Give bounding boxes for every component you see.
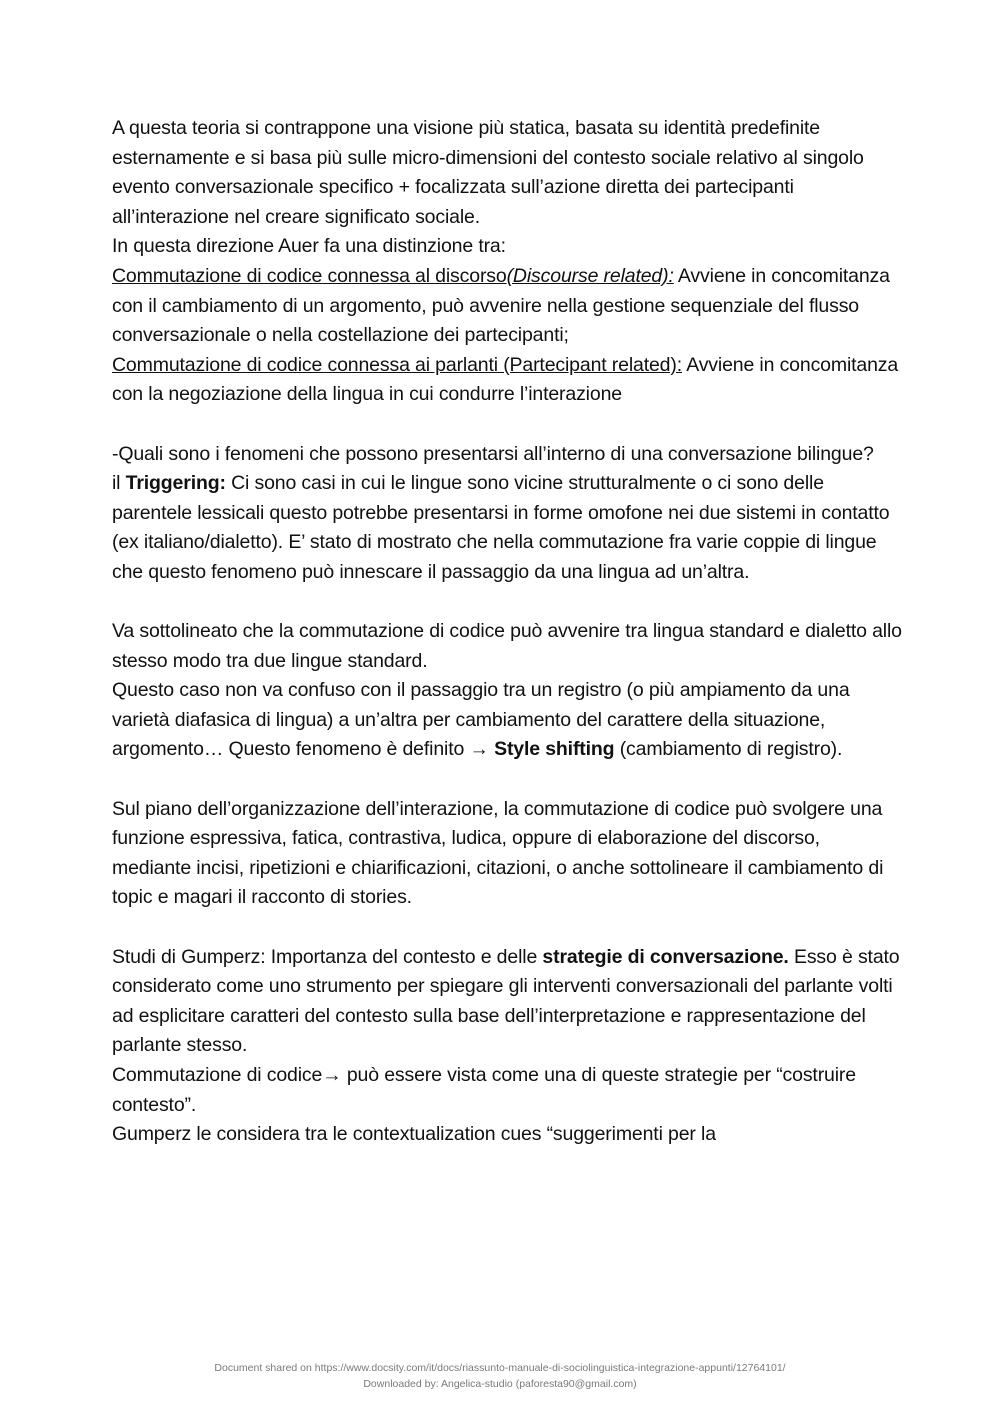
footer-downloaded-by: Downloaded by: Angelica-studio (paforesta90@gmail.com) — [363, 1378, 637, 1390]
blank-line — [112, 588, 902, 618]
discourse-related-label: Commutazione di codice connessa al discorso — [112, 264, 507, 287]
participant-related-label: Commutazione di codice connessa ai parlanti (Partecipant related): — [112, 353, 682, 376]
participant-related-text: Avviene in concomitanza con la negoziazione della lingua in cui condurre l’interazione — [112, 353, 899, 406]
document-body — [112, 114, 902, 1150]
arrow-icon: → — [469, 738, 489, 761]
blank-line — [112, 913, 902, 943]
paragraph-question: -Quali sono i fenomeni che possono presentarsi all’interno di una conversazione bilingue? — [112, 442, 874, 465]
paragraph-triggering — [112, 469, 902, 587]
paragraph-style-shifting — [112, 676, 902, 765]
blank-line — [112, 765, 902, 795]
code-switching-end: può essere vista come una di queste strategie per “costruire contesto”. — [112, 1064, 856, 1116]
discourse-related-label-italic: (Discourse related): — [506, 264, 674, 287]
blank-line — [112, 410, 902, 440]
gumperz-strategies-term: strategie di conversazione. — [542, 945, 789, 968]
triggering-term: Triggering: — [125, 472, 226, 495]
paragraph-auer-distinction: In questa direzione Auer fa una distinzione tra: — [112, 235, 506, 258]
discourse-related-text: Avviene in concomitanza con il cambiamento di un argomento, può avvenire nella gestione sequenziale del flusso conversazionale o nella costellazione dei partecipanti; — [112, 264, 890, 347]
paragraph-static-vision: A questa teoria si contrappone una visione più statica, basata su identità predefinite esternamente e si basa più sulle micro-dimensioni del contesto sociale relativo al singolo evento conversazionale specifico + focalizzata sull’azione diretta dei partecipanti all’interazione nel creare significato sociale. — [112, 117, 864, 228]
paragraph-code-switching-strategy — [112, 1061, 902, 1120]
paragraph-contextualization-cues: Gumperz le considera tra le contextualization cues “suggerimenti per la — [112, 1123, 716, 1146]
paragraph-participant-related — [112, 351, 902, 410]
style-shifting-end: (cambiamento di registro). — [614, 738, 843, 761]
arrow-icon: → — [322, 1064, 342, 1086]
page-footer — [0, 1360, 1000, 1392]
gumperz-text: Studi di Gumperz: Importanza del contesto e delle — [112, 945, 543, 968]
footer-shared-link: Document shared on https://www.docsity.com/it/docs/riassunto-manuale-di-sociolinguistica-integrazione-appunti/12764101/ — [214, 1362, 786, 1374]
code-switching-text: Commutazione di codice — [112, 1064, 323, 1086]
style-shifting-term: Style shifting — [494, 738, 615, 761]
paragraph-gumperz-studies — [112, 943, 902, 1061]
triggering-prefix: il — [112, 472, 126, 495]
triggering-text: Ci sono casi in cui le lingue sono vicine strutturalmente o ci sono delle parentele lessicali questo potrebbe presentarsi in forme omofone nei due sistemi in contatto (ex italiano/dialetto). E’ stato di mostrato che nella commutazione fra varie coppie di lingue che questo fenomeno può innescare il passaggio da una lingua ad un’altra. — [112, 472, 890, 583]
paragraph-standard-dialect: Va sottolineato che la commutazione di codice può avvenire tra lingua standard e dialetto allo stesso modo tra due lingue standard. — [112, 620, 902, 672]
style-shifting-text: Questo caso non va confuso con il passaggio tra un registro (o più ampiamento da una varietà diafasica di lingua) a un’altra per cambiamento del carattere della situazione, argomento… Questo fenomeno è definito — [112, 679, 850, 761]
paragraph-interaction-functions: Sul piano dell’organizzazione dell’interazione, la commutazione di codice può svolgere una funzione espressiva, fatica, contrastiva, ludica, oppure di elaborazione del discorso, mediante incisi, ripetizioni e chiarificazioni, citazioni, o anche sottolineare il cambiamento di topic e magari il racconto di stories. — [112, 797, 884, 909]
gumperz-end: Esso è stato considerato come uno strumento per spiegare gli interventi conversazionali del parlante volti ad esplicitare caratteri del contesto sulla base dell’interpretazione e rappresentazione del parlante stesso. — [112, 945, 900, 1057]
paragraph-discourse-related — [112, 262, 902, 351]
